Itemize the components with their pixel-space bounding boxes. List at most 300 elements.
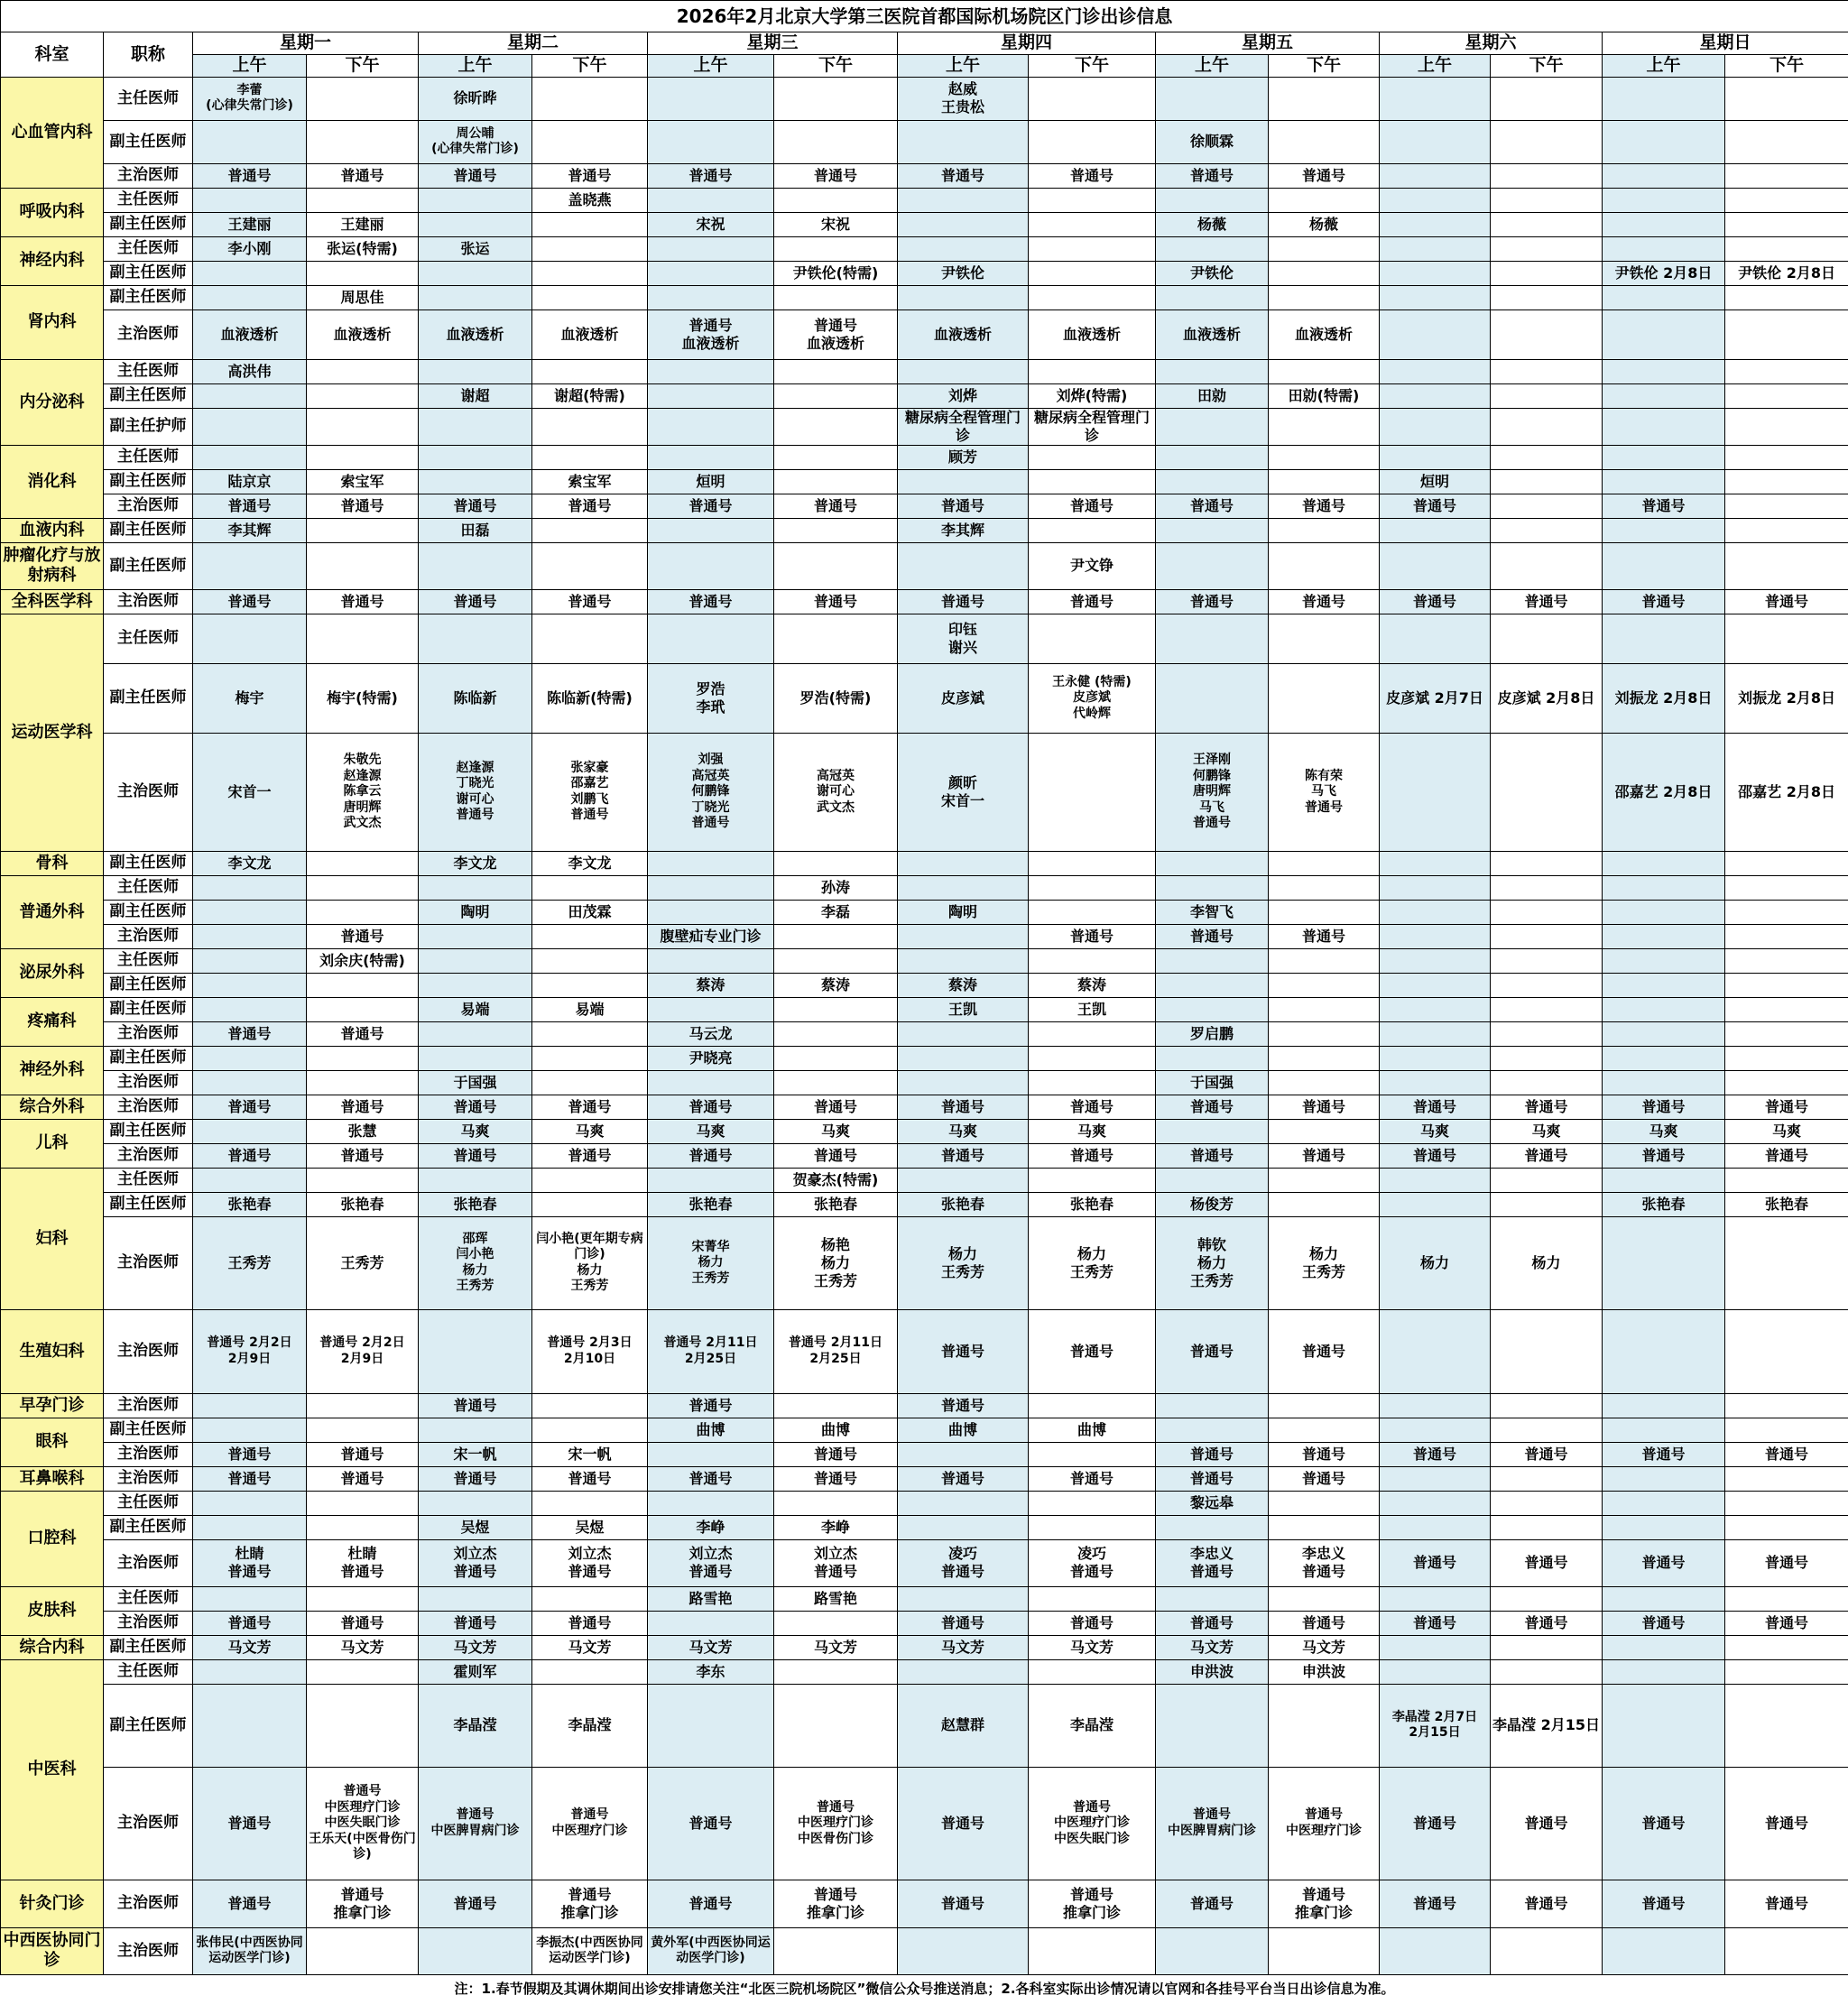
clinic-cell xyxy=(1725,851,1848,875)
clinic-cell xyxy=(1156,1168,1269,1192)
clinic-cell xyxy=(1603,614,1725,663)
department-cell: 早孕门诊 xyxy=(1,1393,104,1418)
clinic-cell xyxy=(1491,469,1603,494)
clinic-cell xyxy=(1029,875,1156,900)
clinic-cell: 普通号 xyxy=(307,924,419,948)
clinic-cell: 普通号 xyxy=(1603,1095,1725,1119)
clinic-cell xyxy=(1725,188,1848,212)
clinic-cell xyxy=(898,188,1029,212)
clinic-cell: 普通号 xyxy=(307,1021,419,1046)
department-cell: 血液内科 xyxy=(1,518,104,542)
clinic-cell xyxy=(1029,1491,1156,1515)
clinic-cell xyxy=(1029,614,1156,663)
clinic-cell xyxy=(648,948,774,973)
clinic-cell xyxy=(532,285,648,309)
department-cell: 耳鼻喉科 xyxy=(1,1466,104,1491)
clinic-cell: 王秀芳 xyxy=(307,1216,419,1309)
clinic-cell: 李晶滢 xyxy=(532,1684,648,1767)
clinic-cell xyxy=(307,1927,419,1974)
clinic-cell: 田磊 xyxy=(419,518,532,542)
clinic-cell: 马文芳 xyxy=(307,1635,419,1659)
clinic-cell xyxy=(1725,77,1848,120)
afternoon-header: 下午 xyxy=(532,54,648,77)
clinic-cell xyxy=(193,261,307,285)
clinic-cell: 血液透析 xyxy=(1156,309,1269,359)
clinic-cell xyxy=(774,948,898,973)
rank-cell: 副主任医师 xyxy=(104,1119,193,1143)
rank-cell: 副主任医师 xyxy=(104,518,193,542)
clinic-cell xyxy=(1491,614,1603,663)
clinic-cell xyxy=(307,408,419,445)
clinic-cell xyxy=(1029,1021,1156,1046)
clinic-cell xyxy=(307,997,419,1021)
clinic-cell: 普通号 xyxy=(648,1143,774,1168)
clinic-cell: 马文芳 xyxy=(1156,1635,1269,1659)
clinic-cell xyxy=(1156,973,1269,997)
clinic-cell xyxy=(898,1046,1029,1070)
clinic-cell xyxy=(1029,359,1156,383)
clinic-cell xyxy=(648,1070,774,1095)
clinic-cell: 李文龙 xyxy=(532,851,648,875)
clinic-cell xyxy=(1269,663,1380,733)
clinic-cell xyxy=(193,900,307,924)
dept-header: 科室 xyxy=(1,32,104,78)
clinic-cell xyxy=(1603,1216,1725,1309)
clinic-cell: 马爽 xyxy=(532,1119,648,1143)
clinic-cell: 陶明 xyxy=(419,900,532,924)
clinic-cell xyxy=(648,445,774,469)
clinic-cell xyxy=(648,408,774,445)
clinic-cell xyxy=(307,1393,419,1418)
clinic-cell xyxy=(1029,445,1156,469)
department-cell: 疼痛科 xyxy=(1,997,104,1046)
clinic-cell: 普通号 xyxy=(1380,1095,1491,1119)
department-cell: 综合外科 xyxy=(1,1095,104,1119)
clinic-cell xyxy=(1380,518,1491,542)
clinic-cell xyxy=(1725,120,1848,163)
clinic-cell: 普通号 xyxy=(419,1393,532,1418)
clinic-cell xyxy=(307,542,419,589)
clinic-cell: 普通号 xyxy=(1029,1466,1156,1491)
clinic-cell: 张运 xyxy=(419,236,532,261)
clinic-cell xyxy=(1603,1070,1725,1095)
clinic-cell xyxy=(1269,1119,1380,1143)
clinic-cell xyxy=(1029,1393,1156,1418)
clinic-cell xyxy=(307,1491,419,1515)
clinic-cell: 黄外军(中西医协同运动医学门诊) xyxy=(648,1927,774,1974)
clinic-cell xyxy=(1603,408,1725,445)
rank-cell: 主任医师 xyxy=(104,445,193,469)
schedule-row xyxy=(1,1586,1848,1611)
clinic-cell xyxy=(774,851,898,875)
clinic-cell: 普通号 xyxy=(1725,1611,1848,1635)
clinic-cell: 王秀芳 xyxy=(193,1216,307,1309)
clinic-cell xyxy=(419,1309,532,1393)
clinic-cell xyxy=(1603,188,1725,212)
clinic-cell xyxy=(1380,1586,1491,1611)
clinic-cell: 普通号 xyxy=(1491,1442,1603,1466)
morning-header: 上午 xyxy=(1156,54,1269,77)
clinic-cell: 普通号 xyxy=(1380,1539,1491,1586)
clinic-cell: 普通号 xyxy=(648,1767,774,1880)
clinic-cell: 普通号 xyxy=(774,589,898,614)
department-cell: 妇科 xyxy=(1,1168,104,1309)
clinic-cell xyxy=(898,236,1029,261)
clinic-cell: 曲博 xyxy=(898,1418,1029,1442)
clinic-cell xyxy=(193,948,307,973)
clinic-cell xyxy=(1603,120,1725,163)
clinic-cell xyxy=(1603,1515,1725,1539)
clinic-cell: 王凯 xyxy=(1029,997,1156,1021)
clinic-cell xyxy=(1491,1466,1603,1491)
schedule-row xyxy=(1,163,1848,188)
clinic-cell: 普通号 xyxy=(1491,1143,1603,1168)
clinic-cell: 普通号 xyxy=(1156,1309,1269,1393)
clinic-cell: 普通号 xyxy=(1156,163,1269,188)
clinic-cell xyxy=(648,1168,774,1192)
clinic-cell xyxy=(1491,163,1603,188)
clinic-cell xyxy=(1029,1070,1156,1095)
clinic-cell: 普通号 xyxy=(1380,1767,1491,1880)
clinic-cell: 普通号 2月2日 2月9日 xyxy=(307,1309,419,1393)
clinic-cell xyxy=(1156,1393,1269,1418)
clinic-cell: 普通号 xyxy=(193,1611,307,1635)
schedule-row xyxy=(1,589,1848,614)
clinic-cell xyxy=(532,973,648,997)
clinic-cell: 普通号 xyxy=(1269,589,1380,614)
rank-cell: 副主任医师 xyxy=(104,663,193,733)
clinic-cell xyxy=(193,188,307,212)
clinic-cell: 普通号 xyxy=(1725,589,1848,614)
clinic-cell: 罗浩(特需) xyxy=(774,663,898,733)
clinic-cell: 李晶滢 2月15日 xyxy=(1491,1684,1603,1767)
clinic-cell xyxy=(1269,1491,1380,1515)
rank-cell: 主任医师 xyxy=(104,77,193,120)
clinic-cell xyxy=(898,1586,1029,1611)
clinic-cell xyxy=(1380,236,1491,261)
clinic-cell xyxy=(774,383,898,408)
clinic-cell: 蔡涛 xyxy=(898,973,1029,997)
clinic-cell xyxy=(1269,997,1380,1021)
clinic-cell xyxy=(898,542,1029,589)
clinic-cell: 贺豪杰(特需) xyxy=(774,1168,898,1192)
clinic-cell xyxy=(1380,163,1491,188)
clinic-cell: 普通号 xyxy=(307,494,419,518)
clinic-cell: 烜明 xyxy=(648,469,774,494)
day-header: 星期一 xyxy=(193,32,419,55)
clinic-cell: 尹铁伦 2月8日 xyxy=(1603,261,1725,285)
clinic-cell xyxy=(1029,851,1156,875)
schedule-row xyxy=(1,1143,1848,1168)
clinic-cell xyxy=(1029,1168,1156,1192)
clinic-cell xyxy=(1269,261,1380,285)
department-cell: 中医科 xyxy=(1,1659,104,1880)
clinic-cell: 普通号 xyxy=(1029,589,1156,614)
clinic-cell xyxy=(307,77,419,120)
clinic-cell xyxy=(1603,445,1725,469)
clinic-cell xyxy=(1491,1309,1603,1393)
clinic-cell xyxy=(193,973,307,997)
clinic-cell: 皮彦斌 xyxy=(898,663,1029,733)
schedule-row xyxy=(1,1635,1848,1659)
clinic-cell xyxy=(419,1927,532,1974)
clinic-cell xyxy=(1603,924,1725,948)
clinic-cell xyxy=(898,948,1029,973)
rank-cell: 主任医师 xyxy=(104,236,193,261)
department-cell: 全科医学科 xyxy=(1,589,104,614)
clinic-cell xyxy=(1603,973,1725,997)
clinic-cell: 普通号 2月3日 2月10日 xyxy=(532,1309,648,1393)
clinic-cell xyxy=(1269,1021,1380,1046)
clinic-cell xyxy=(774,924,898,948)
clinic-cell xyxy=(419,445,532,469)
clinic-cell: 陆京京 xyxy=(193,469,307,494)
clinic-cell: 普通号 xyxy=(1603,494,1725,518)
clinic-cell xyxy=(1156,1515,1269,1539)
rank-cell: 主治医师 xyxy=(104,163,193,188)
clinic-cell xyxy=(1491,309,1603,359)
clinic-cell xyxy=(1156,1586,1269,1611)
clinic-cell: 于国强 xyxy=(419,1070,532,1095)
clinic-cell xyxy=(419,924,532,948)
clinic-cell xyxy=(1269,1168,1380,1192)
clinic-cell: 普通号 xyxy=(1380,1611,1491,1635)
clinic-cell xyxy=(1029,948,1156,973)
clinic-cell xyxy=(774,997,898,1021)
morning-header: 上午 xyxy=(1380,54,1491,77)
clinic-cell xyxy=(1380,900,1491,924)
clinic-cell xyxy=(1156,285,1269,309)
clinic-cell: 颜昕 宋首一 xyxy=(898,733,1029,851)
clinic-cell: 普通号 xyxy=(1725,1767,1848,1880)
clinic-cell xyxy=(193,1659,307,1684)
rank-cell: 主治医师 xyxy=(104,733,193,851)
clinic-cell: 张艳春 xyxy=(307,1192,419,1216)
clinic-cell: 普通号 xyxy=(898,163,1029,188)
clinic-cell: 张家豪 邵嘉艺 刘鹏飞 普通号 xyxy=(532,733,648,851)
clinic-cell xyxy=(1603,469,1725,494)
clinic-cell xyxy=(1029,1586,1156,1611)
clinic-cell: 普通号 xyxy=(774,1095,898,1119)
clinic-cell: 普通号 xyxy=(193,1767,307,1880)
clinic-cell xyxy=(1491,494,1603,518)
schedule-row xyxy=(1,1192,1848,1216)
clinic-cell xyxy=(1380,542,1491,589)
clinic-cell xyxy=(1380,408,1491,445)
rank-cell: 副主任医师 xyxy=(104,469,193,494)
clinic-cell xyxy=(1603,212,1725,236)
clinic-cell xyxy=(1029,518,1156,542)
schedule-row xyxy=(1,1095,1848,1119)
clinic-cell xyxy=(1725,1021,1848,1046)
clinic-cell xyxy=(648,359,774,383)
clinic-cell xyxy=(1725,900,1848,924)
clinic-cell: 普通号 xyxy=(1156,589,1269,614)
clinic-cell: 普通号 xyxy=(1380,589,1491,614)
clinic-cell: 王泽刚 何鹏锋 唐明辉 马飞 普通号 xyxy=(1156,733,1269,851)
clinic-cell xyxy=(1029,1659,1156,1684)
clinic-cell: 赵逢源 丁晓光 谢可心 普通号 xyxy=(419,733,532,851)
clinic-cell: 普通号 中医脾胃病门诊 xyxy=(1156,1767,1269,1880)
clinic-cell xyxy=(898,924,1029,948)
clinic-cell xyxy=(1725,518,1848,542)
clinic-cell xyxy=(1380,1418,1491,1442)
clinic-cell xyxy=(1491,900,1603,924)
rank-cell: 副主任医师 xyxy=(104,997,193,1021)
clinic-cell xyxy=(1380,1393,1491,1418)
clinic-cell: 梅宇 xyxy=(193,663,307,733)
clinic-cell: 李其辉 xyxy=(898,518,1029,542)
clinic-cell: 刘强 高冠英 何鹏锋 丁晓光 普通号 xyxy=(648,733,774,851)
clinic-cell: 普通号 xyxy=(898,1466,1029,1491)
clinic-cell: 普通号 xyxy=(1269,494,1380,518)
clinic-cell xyxy=(648,614,774,663)
department-cell: 泌尿外科 xyxy=(1,948,104,997)
clinic-cell: 普通号 xyxy=(898,589,1029,614)
schedule-row xyxy=(1,1070,1848,1095)
clinic-cell: 普通号 xyxy=(419,1466,532,1491)
rank-cell: 主治医师 xyxy=(104,1767,193,1880)
clinic-cell xyxy=(193,1418,307,1442)
clinic-cell xyxy=(1269,948,1380,973)
clinic-cell: 普通号 xyxy=(1725,1143,1848,1168)
schedule-row xyxy=(1,383,1848,408)
page-title: 2026年2月北京大学第三医院首都国际机场院区门诊出诊信息 xyxy=(1,1,1848,32)
schedule-row xyxy=(1,77,1848,120)
clinic-cell xyxy=(1269,518,1380,542)
clinic-cell xyxy=(307,851,419,875)
clinic-cell: 陈有荣 马飞 普通号 xyxy=(1269,733,1380,851)
department-cell: 肾内科 xyxy=(1,285,104,359)
clinic-cell: 普通号 xyxy=(193,1021,307,1046)
clinic-cell: 普通号 xyxy=(1491,589,1603,614)
clinic-cell: 普通号 xyxy=(193,1095,307,1119)
clinic-cell xyxy=(648,875,774,900)
afternoon-header: 下午 xyxy=(774,54,898,77)
clinic-cell: 普通号 xyxy=(774,1466,898,1491)
clinic-cell: 普通号 推拿门诊 xyxy=(1269,1880,1380,1927)
clinic-cell xyxy=(1603,1586,1725,1611)
clinic-cell xyxy=(1156,663,1269,733)
clinic-cell: 马文芳 xyxy=(1269,1635,1380,1659)
clinic-cell xyxy=(1491,542,1603,589)
clinic-cell xyxy=(1725,1515,1848,1539)
clinic-cell: 血液透析 xyxy=(419,309,532,359)
schedule-row xyxy=(1,1491,1848,1515)
clinic-cell xyxy=(1603,518,1725,542)
clinic-cell: 普通号 xyxy=(1269,1095,1380,1119)
clinic-cell xyxy=(419,542,532,589)
clinic-cell xyxy=(1029,212,1156,236)
clinic-cell xyxy=(1380,1192,1491,1216)
clinic-cell: 于国强 xyxy=(1156,1070,1269,1095)
schedule-row xyxy=(1,1659,1848,1684)
clinic-cell xyxy=(1269,469,1380,494)
schedule-row xyxy=(1,1393,1848,1418)
clinic-cell xyxy=(307,1046,419,1070)
clinic-cell: 杨薇 xyxy=(1156,212,1269,236)
rank-cell: 主任医师 xyxy=(104,359,193,383)
schedule-row xyxy=(1,1442,1848,1466)
clinic-cell: 高洪伟 xyxy=(193,359,307,383)
clinic-cell: 韩钦 杨力 王秀芳 xyxy=(1156,1216,1269,1309)
clinic-cell xyxy=(1491,445,1603,469)
clinic-cell xyxy=(1725,1046,1848,1070)
clinic-cell: 刘烨(特需) xyxy=(1029,383,1156,408)
clinic-cell xyxy=(532,1046,648,1070)
clinic-cell xyxy=(1156,614,1269,663)
clinic-cell: 蔡涛 xyxy=(774,973,898,997)
clinic-cell xyxy=(1156,851,1269,875)
schedule-row xyxy=(1,924,1848,948)
clinic-cell: 刘余庆(特需) xyxy=(307,948,419,973)
clinic-cell xyxy=(532,1491,648,1515)
schedule-row xyxy=(1,1418,1848,1442)
clinic-cell: 赵慧群 xyxy=(898,1684,1029,1767)
clinic-cell xyxy=(1380,261,1491,285)
clinic-cell: 普通号 xyxy=(1156,1095,1269,1119)
clinic-cell xyxy=(307,614,419,663)
rank-cell: 主治医师 xyxy=(104,1442,193,1466)
clinic-cell: 张艳春 xyxy=(1603,1192,1725,1216)
clinic-cell xyxy=(1603,997,1725,1021)
clinic-cell: 普通号 xyxy=(1603,1611,1725,1635)
schedule-row xyxy=(1,1880,1848,1927)
clinic-cell xyxy=(532,408,648,445)
clinic-cell xyxy=(307,1586,419,1611)
clinic-cell: 张伟民(中西医协同运动医学门诊) xyxy=(193,1927,307,1974)
clinic-cell: 索宝军 xyxy=(307,469,419,494)
clinic-cell: 李晶滢 2月7日 2月15日 xyxy=(1380,1684,1491,1767)
clinic-cell xyxy=(1725,1659,1848,1684)
clinic-cell xyxy=(1603,163,1725,188)
clinic-cell: 普通号 xyxy=(1156,1442,1269,1466)
clinic-cell xyxy=(532,236,648,261)
clinic-cell: 尹铁伦 xyxy=(1156,261,1269,285)
rank-cell: 主治医师 xyxy=(104,1216,193,1309)
department-cell: 综合内科 xyxy=(1,1635,104,1659)
clinic-cell xyxy=(898,1021,1029,1046)
clinic-cell: 普通号 xyxy=(648,1880,774,1927)
clinic-cell: 普通号 xyxy=(898,1309,1029,1393)
clinic-cell xyxy=(1491,383,1603,408)
clinic-cell: 霍则军 xyxy=(419,1659,532,1684)
clinic-cell: 普通号 xyxy=(1029,1095,1156,1119)
clinic-cell xyxy=(1725,1309,1848,1393)
clinic-cell xyxy=(1156,1927,1269,1974)
clinic-cell xyxy=(1603,1684,1725,1767)
clinic-cell xyxy=(774,1659,898,1684)
clinic-cell: 刘立杰 普通号 xyxy=(532,1539,648,1586)
clinic-cell xyxy=(532,1659,648,1684)
clinic-cell: 杨薇 xyxy=(1269,212,1380,236)
clinic-cell xyxy=(1156,445,1269,469)
clinic-cell: 马文芳 xyxy=(419,1635,532,1659)
clinic-cell xyxy=(648,236,774,261)
schedule-row xyxy=(1,285,1848,309)
clinic-cell: 杨力 王秀芳 xyxy=(1269,1216,1380,1309)
department-cell: 呼吸内科 xyxy=(1,188,104,236)
clinic-cell: 谢超 xyxy=(419,383,532,408)
clinic-cell: 普通号 xyxy=(419,1611,532,1635)
clinic-cell xyxy=(898,359,1029,383)
clinic-cell: 普通号 xyxy=(1156,494,1269,518)
department-cell: 眼科 xyxy=(1,1418,104,1466)
clinic-cell xyxy=(774,359,898,383)
clinic-cell: 马爽 xyxy=(1029,1119,1156,1143)
clinic-cell xyxy=(419,614,532,663)
clinic-cell: 王永健 (特需) 皮彦斌 代岭辉 xyxy=(1029,663,1156,733)
